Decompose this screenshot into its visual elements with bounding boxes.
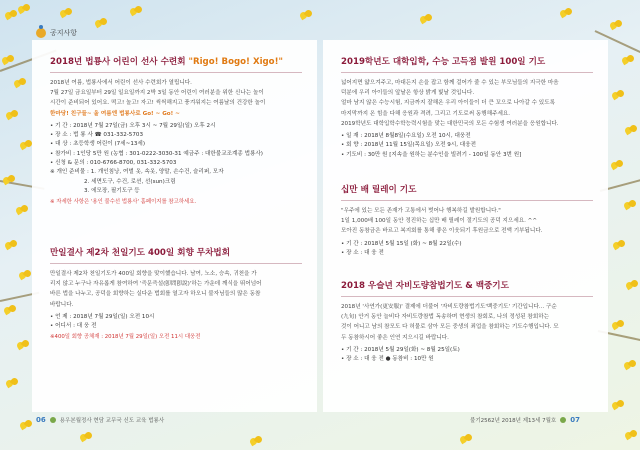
list-item: 3. 에모장, 필기도구 등 [84, 187, 140, 194]
list-item: 2. 세면도구, 수건, 로션, 선(sun)크림 [84, 178, 176, 185]
bow-relay-body: "우주에 있는 모든 존재가 고통에서 벗어나 행복하길 발원합니다." 1일 1,000배 100일 동안 정진하는 십만 배 릴레이 절기도의 공덕 지으세요. ^^ 모아진 동참금은 바르고 복지회를 통해 좋은 이웃되기 후원금으로 전액 기부됩니다. [341, 208, 543, 235]
retreat-notice [50, 56, 302, 207]
section-tag-label: 공지사항 [50, 29, 78, 37]
repentance-prayer-title: 2018 우슬년 자비도량참법기도 & 백중기도 [341, 281, 509, 291]
list-item: • 기 간 : 2018년 5월 29일(화) ~ 8월 25일(토) [341, 346, 460, 353]
bow-relay-info [341, 240, 593, 259]
retreat-info-list [50, 122, 302, 196]
footer-text: 불기2562년 2018년 제13세 7월호 [470, 418, 557, 424]
list-item: • 회 향 : 2018년 11월 15일(목요일) 오전 9시, 대웅전 [341, 142, 477, 149]
divider [50, 263, 302, 264]
list-item: • 기 간 : 2018년 5월 15일 (화) ~ 8월 22일(수) [341, 240, 462, 247]
list-item: • 신청 & 문의 : 010-6766-8700, 031-332-5703 [50, 160, 177, 166]
dharma-assembly-info [50, 313, 302, 332]
bow-relay-title: 십만 배 릴레이 기도 [341, 185, 417, 195]
leaf-icon [50, 417, 56, 423]
list-item: • 언 제 : 2018년 7월 29일(일) 오전 10시 [50, 313, 155, 320]
left-footer [36, 416, 164, 424]
lotus-icon [36, 28, 46, 38]
retreat-note: ※ 자세한 사항은 '용인 불수선 법룡사' 홈페이지를 참고하세요. [50, 199, 197, 206]
list-item: • 어디서 : 대 웅 전 [50, 323, 97, 330]
list-item: ※ 개인 준비물 : 1. 개인침낭, 여벌 옷, 속옷, 양말, 손수건, 슬리퍼, 모자 [50, 169, 224, 176]
dharma-assembly-title: 만일결사 제2차 천일기도 400일 회향 무차법회 [50, 248, 231, 258]
repentance-prayer-info [341, 346, 593, 365]
list-item: • 장 소 : 대 웅 전 ● 동참비 : 10만 원 [341, 356, 434, 363]
divider [341, 296, 593, 297]
dharma-assembly-notice [50, 247, 302, 342]
list-item: • 참가비 : 1인당 5만 원 (농협 : 301-0222-3030-31 예금주 : 대한불교조계종 법룡사) [50, 150, 263, 157]
footer-text: 용우본월정사 현담 교무국 신도 교육 법룡사 [59, 418, 165, 424]
right-footer [470, 416, 580, 424]
page-number: 07 [570, 416, 580, 424]
left-page [32, 40, 317, 412]
list-item: • 장 소 : 대 웅 전 [341, 249, 384, 256]
dharma-assembly-note: ※400일 회향 공체재 : 2018년 7월 29일(일) 오전 11시 대웅전 [50, 334, 201, 341]
exam-prayer-body: 넓어지면 얇으겨주고, 마대든지 손을 잡고 함께 걸어가 줄 수 있는 부모님들의 지극한 마음 덕분에 우리 아이들의 앞날은 항상 밝게 빛날 것입니다. 얼마 남지 않은 수능시험, 지금까지 잘해온 우리 아이들이 더 큰 꼬으로 나아갈 수 있도록 마지막까지 온 힘을 다해 응원과 격려, 그리고 기도로써 동행해주세요. 2019학년도 대학입학수학능력시험을 맞는 대한민국의 모든 수험생 여러분을 응원합니다. [341, 80, 559, 127]
exam-prayer-title: 2019학년도 대학입학, 수능 고득점 발원 100일 기도 [341, 57, 546, 67]
right-page [323, 40, 608, 412]
dharma-assembly-body: 만일결사 제2차 천일기도가 400일 회향을 맞이했습니다. 남여, 노소, 승속, 귀천을 가 리지 않고 누구나 자유롭게 참여하여 '즉문즉설(卽問卽說)'하는 가운데 깨식을 뛰어넘어 바른 법을 나누고, 공덕을 회향하는 실다운 법회를 열고자 하오니 불자님들의 많은 동참 바랍니다. [50, 271, 262, 308]
retreat-intro: 2018년 여름, 법룡사에서 어린이 선사 수련회가 열립니다. 7월 27일 금요일부터 29일 일요일까지 2박 3일 동안 어린이 여러분을 위한 신나는 놀이 시간이 준비되어 있어요. 떡고! 놀고! 자고! 씩씩해지고 풍겨워지는 여름날의 건강한 놀이 한마당! 친구들~ 올 여름엔 법룡사로 Go! ~ Go! ~ [50, 80, 266, 117]
retreat-title: 2018년 법룡사 어린이 선사 수련회 "Rigo! Bogo! Xigo!" [50, 57, 283, 67]
list-item: • 기도비 : 30만 원 [지속을 원하는 분수인을 빌려기 - 100일 동안 3번 원] [341, 151, 522, 158]
leaf-icon [560, 417, 566, 423]
repentance-prayer-body: 2018년 '사연가(更安服)' 결제에 더불어 '자비도량참법기도'백중기도' 기간입니다... 구순 (九旬) 안거 동안 늘비다 자비도량참법 독송하며 현생의 참회로, 나의 정성된 참회하는 것이 어니고 남의 참모도 다 허물로 삼아 모든 중생의 죄업을 참회하는 기도수행입니다. 모 두 동참하시어 좋은 인연 지으시길 바랍니다. [341, 304, 559, 341]
list-item: • 기 간 : 2018년 7월 27일(금) 오후 3시 ~ 7월 29일(일) 오후 2시 [50, 122, 216, 129]
section-tag [36, 28, 77, 38]
exam-prayer-notice [341, 56, 593, 160]
list-item: • 일 재 : 2018년 8월8일(수요일) 오전 10시, 대웅전 [341, 133, 471, 140]
divider [341, 200, 593, 201]
retreat-slogan: "Rigo! Bogo! Xigo!" [188, 57, 283, 67]
page-number: 06 [36, 416, 46, 424]
bow-relay-notice [341, 184, 593, 258]
divider [50, 72, 302, 73]
exam-prayer-info [341, 132, 593, 160]
divider [341, 72, 593, 73]
list-item: • 장 소 : 법 룡 사 ☎ 031-332-5703 [50, 132, 144, 139]
repentance-prayer-notice [341, 280, 593, 364]
list-item: • 대 상 : 초등학생 어린이 (7세~13세) [50, 141, 146, 148]
